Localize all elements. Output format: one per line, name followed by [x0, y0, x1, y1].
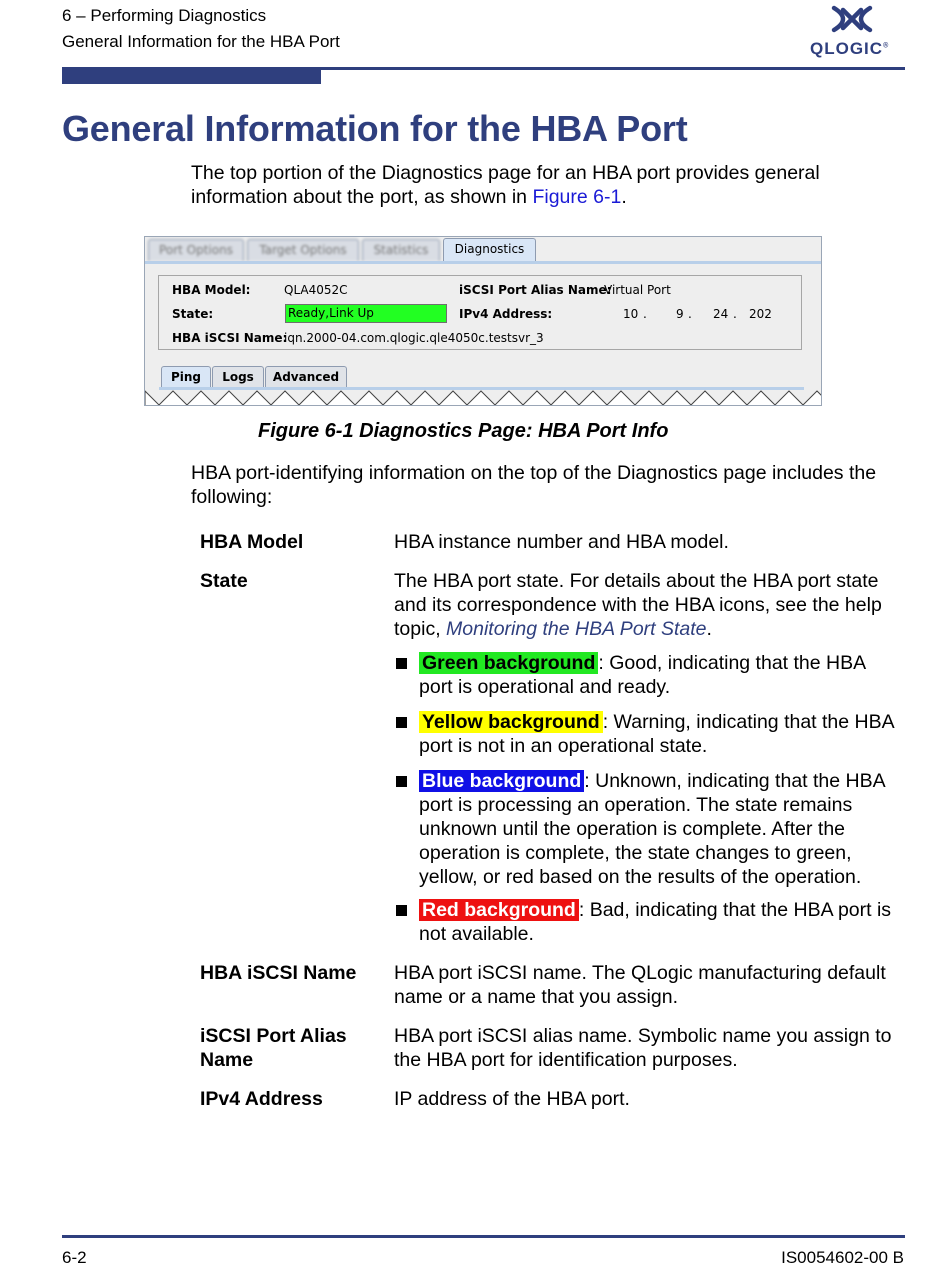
- subtab-logs[interactable]: Logs: [212, 366, 264, 388]
- ipv4-octet-2: 9: [676, 307, 684, 321]
- hba-model-label: HBA Model:: [172, 283, 251, 297]
- header-rule-block: [62, 67, 321, 84]
- iscsi-name-value: iqn.2000-04.com.qlogic.qle4050c.testsvr_3: [284, 331, 544, 345]
- tab-diagnostics[interactable]: Diagnostics: [443, 238, 536, 262]
- qlogic-logo: [806, 4, 904, 58]
- help-topic-link[interactable]: Monitoring the HBA Port State: [446, 618, 707, 640]
- ipv4-label: IPv4 Address:: [459, 307, 553, 321]
- desc-ipv4-address: IP address of the HBA port.: [394, 1088, 630, 1110]
- ipv4-octet-3: 24: [713, 307, 729, 321]
- subtab-advanced[interactable]: Advanced: [265, 366, 347, 388]
- state-label: State:: [172, 307, 214, 321]
- bullet-square-icon: [396, 905, 407, 916]
- tab-statistics[interactable]: Statistics: [362, 239, 440, 261]
- subtab-ping[interactable]: Ping: [161, 366, 211, 388]
- running-header-chapter: 6 – Performing Diagnostics: [62, 6, 267, 25]
- ipv4-octet-4: 202: [749, 307, 772, 321]
- figure-link[interactable]: Figure 6-1: [532, 186, 622, 208]
- desc-hba-model: HBA instance number and HBA model.: [394, 531, 729, 553]
- ipv4-dot: .: [643, 307, 647, 321]
- bullet-square-icon: [396, 717, 407, 728]
- alias-label: iSCSI Port Alias Name:: [459, 283, 612, 297]
- qlogic-logo-text: QLOGIC®: [810, 39, 890, 58]
- intro-paragraph: The top portion of the Diagnostics page for an HBA port provides general information about the port, as shown in Figure 6-1.: [191, 162, 820, 208]
- ipv4-dot: .: [733, 307, 737, 321]
- ipv4-dot: .: [688, 307, 692, 321]
- footer-rule: [62, 1235, 905, 1238]
- green-background-label: Green background: [419, 652, 598, 674]
- qlogic-logo-icon: [830, 4, 874, 34]
- desc-iscsi-port-alias-name: HBA port iSCSI alias name. Symbolic name you assign to the HBA port for identification purposes.: [394, 1025, 892, 1071]
- iscsi-name-label: HBA iSCSI Name:: [172, 331, 288, 345]
- alias-value: Virtual Port: [604, 283, 671, 297]
- tab-port-options[interactable]: Port Options: [148, 239, 244, 261]
- torn-edge: [145, 387, 822, 406]
- yellow-background-label: Yellow background: [419, 711, 603, 733]
- page-number: 6-2: [62, 1248, 87, 1267]
- running-header-section: General Information for the HBA Port: [62, 32, 340, 51]
- diagnostics-figure: [144, 236, 822, 406]
- tab-strip-underline: [145, 261, 822, 264]
- term-ipv4-address: IPv4 Address: [200, 1088, 323, 1110]
- desc-hba-iscsi-name: HBA port iSCSI name. The QLogic manufacturing default name or a name that you assign.: [394, 962, 886, 1008]
- term-hba-iscsi-name: HBA iSCSI Name: [200, 962, 357, 984]
- document-id: IS0054602-00 B: [781, 1248, 904, 1267]
- bullet-square-icon: [396, 776, 407, 787]
- blue-background-label: Blue background: [419, 770, 584, 792]
- red-background-label: Red background: [419, 899, 579, 921]
- hba-info-panel: [158, 275, 802, 350]
- term-hba-model: HBA Model: [200, 531, 304, 553]
- tab-target-options[interactable]: Target Options: [247, 239, 359, 261]
- hba-model-value: QLA4052C: [284, 283, 348, 297]
- ipv4-octet-1: 10: [623, 307, 639, 321]
- state-value: Ready,Link Up: [285, 304, 447, 323]
- figure-caption: Figure 6-1 Diagnostics Page: HBA Port Info: [258, 420, 669, 442]
- registered-mark: ®: [883, 42, 890, 50]
- desc-state: The HBA port state. For details about the HBA port state and its correspondence with the HBA icons, see the help topic, Monitoring the HBA Port State.: [394, 570, 882, 640]
- term-state: State: [200, 570, 248, 592]
- term-iscsi-port-alias-name: iSCSI Port Alias Name: [200, 1025, 347, 1071]
- bullet-square-icon: [396, 658, 407, 669]
- page-title: General Information for the HBA Port: [62, 108, 688, 149]
- lead-paragraph: HBA port-identifying information on the top of the Diagnostics page includes the following:: [191, 462, 877, 508]
